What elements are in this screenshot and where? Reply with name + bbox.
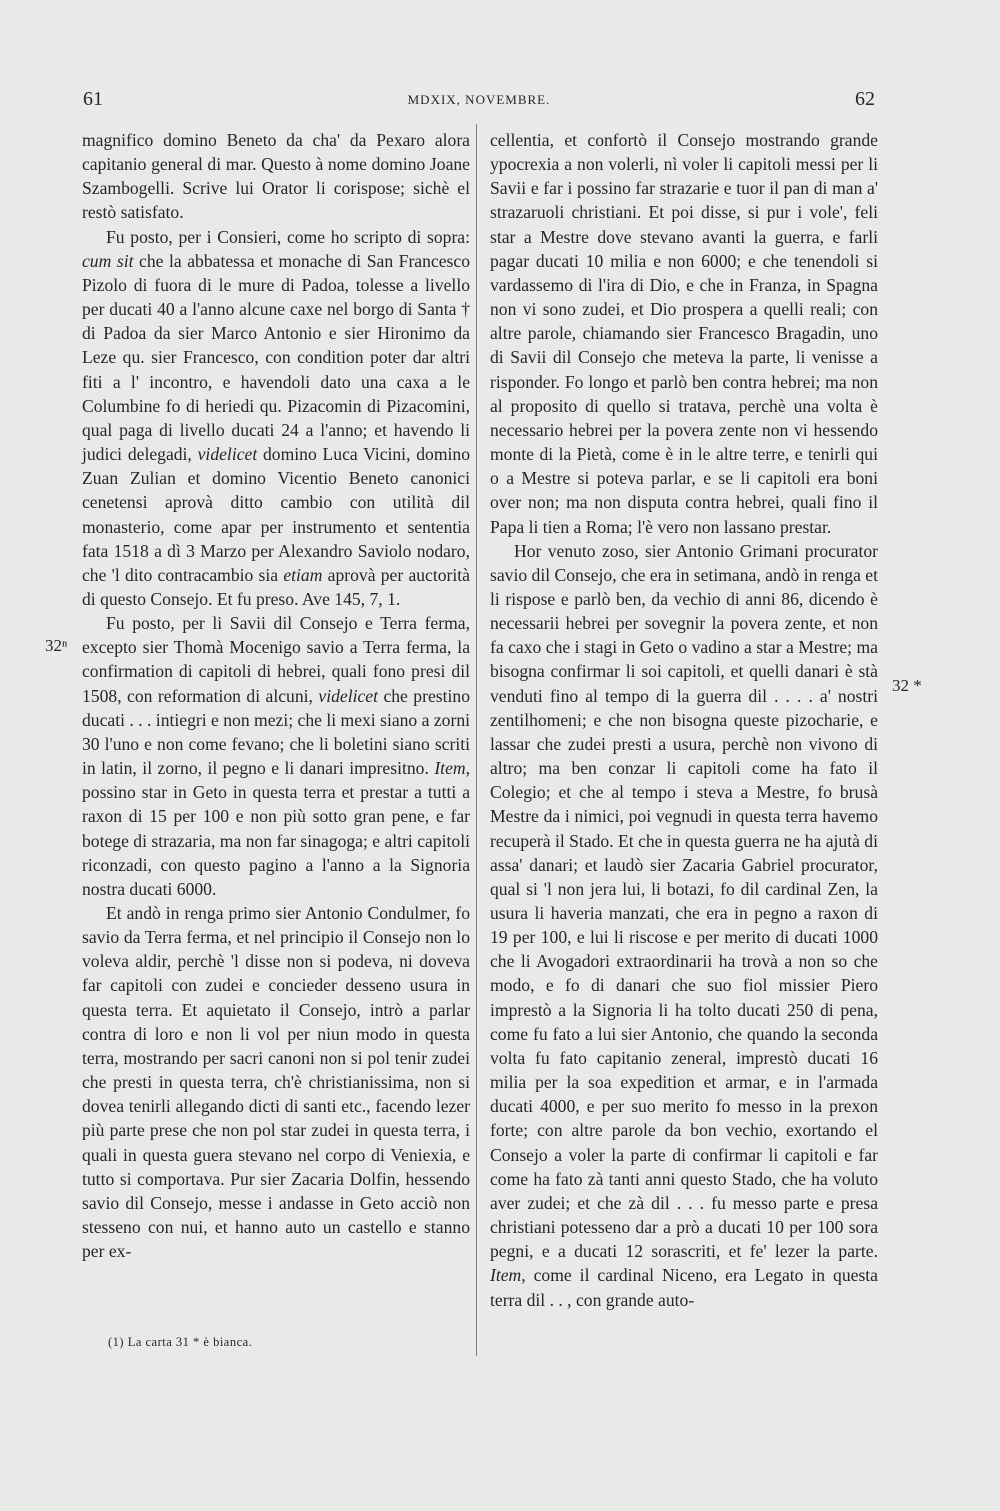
left-column <box>82 128 470 1263</box>
paragraph: Et andò in renga primo sier Antonio Condulmer, fo savio da Terra ferma, et nel principio il Consejo non lo voleva aldir, perchè 'l disse non si podeva, ni doveva far capitoli con zudei e concieder desseno usura in questa terra. Et aquietato il Consejo, intrò a parlar contra di loro e non li vol per niun modo in questa terra, mostrando per sacri canoni non si pol tenir zudei che presti in questa terra, ch'è christianissima, non si dovea tenirli allegando dicti di santi etc., facendo lezer più parte prese che non pol star zudei in questa terra, i quali in questa guera stevano nel corpo di Veniexia, e tutto si comportava. Pur sier Zacaria Dolfin, hessendo savio dil Consejo, messe i andasse in Geto acciò non stesseno con nui, et hanno auto un castello e stanno per ex- <box>82 903 470 1262</box>
page-number-left: 61 <box>83 88 103 110</box>
margin-note-left: 32ⁿ <box>45 636 68 655</box>
paragraph: magnifico domino Beneto da cha' da Pexaro alora capitanio general di mar. Questo à nome domino Joane Szambogelli. Scrive lui Orator li corispose; sichè el restò satisfato. <box>82 130 470 223</box>
paragraph: Fu posto, per li Savii dil Consejo e Terra ferma, excepto sier Thomà Mocenigo savio a Terra ferma, la confirmation di capitoli di hebrei, quali fono presi dil 1508, con reformation di alcuni, videlicet che prestino ducati . . . intiegri e non mezi; che li mexi siano a zorni 30 l'uno e non come fevano; che li boletini siano scriti in latin, il zorno, il pegno e li danari impresitno. Item, possino star in Geto in questa terra et prestar a tutti a raxon di 15 per 100 e non più sotto gran pene, e far botege di strazaria, ma non far sinagoga; e altri capitoli riconzadi, con questo pagino a l'anno a la Signoria nostra ducati 6000. <box>82 613 470 899</box>
running-title: MDXIX, NOVEMBRE. <box>407 92 551 107</box>
paragraph: Fu posto, per i Consieri, come ho scripto di sopra: cum sit che la abbatessa et monache di San Francesco Pizolo di fuora di le mure di Padoa, tolesse a livello per ducati 40 a l'anno alcune caxe nel borgo di Santa † di Padoa da sier Marco Antonio e sier Hironimo da Leze qu. sier Francesco, con condition poter dar altri fiti a l' incontro, e havendoli dato una caxa a le Columbine fo di heriedi qu. Pizacomin di Pizacomini, qual paga di livello ducati 24 a l'anno; et havendo li judici delegadi, videlicet domino Luca Vicini, domino Zuan Zulian et domino Vicentio Beneto canonici cenetensi aprovà ditto cambio con utilità dil monasterio, come apar per instrumento et sententia fata 1518 a dì 3 Marzo per Alexandro Saviolo nodaro, che 'l dito contracambio sia etiam aprovà per auctorità di questo Consejo. Et fu preso. Ave 145, 7, 1. <box>82 226 471 609</box>
column-divider <box>476 124 477 1356</box>
footnote: (1) La carta 31 * è bianca. <box>108 1335 253 1349</box>
page-number-right: 62 <box>855 88 875 110</box>
running-header <box>83 88 875 112</box>
paragraph: Hor venuto zoso, sier Antonio Grimani procurator savio dil Consejo, che era in setimana, andò in renga et li rispose e parlò ben, da vechio di anni 86, dicendo è necessarii hebrei per sovegnir la povera zente, et non fa caxo che i stagi in Geto o vadino a star a Mestre; ma bisogna confirmar li soi capitoli, et quelli danari è stà venduti fino al tempo di la guerra dil . . . . a' nostri zentilhomeni; e che non bisogna queste pizocharie, e lassar che zudei presti a usura, perchè non vivono di altro; ma ben conzar li capitoli come ha fato il Colegio; et che al tempo i steva a Mestre, fo brusà Mestre da i nimici, poi vegnudi in questa terra havemo recuperà il Stado. Et che in questa guerra ne ha ajutà di assa' danari; et laudò sier Zacaria Gabriel procurator, qual si 'l non jera lui, li botazi, fo dil cardinal Zen, la usura li haveria manzati, che era in pegno a raxon di 19 per 100, e lui li riscose e per merito di ducati 1000 che li Avogadori extraordinarii ha trovà a non so che modo, e fo di danari che suo fiol missier Piero imprestò a la Signoria li ha tolto ducati 250 di pena, come fu fato a lui sier Antonio, che quando la seconda volta fu fato capitanio zeneral, imprestò ducati 16 milia per la soa expedition et armar, e in l'armada ducati 4000, e per suo merito fo messo in la prexon forte; con altre parole da bon vechio, exortando el Consejo a voler la parte di confirmar li capitoli e far come ha fato zà tanti anni questo Stado, che ha voluto aver zudei; et che zà dil . . . fu messo parte e presa christiani potesseno dar a prò a ducati 10 per 100 sora pegni, e a ducati 12 sorascriti, et fe' lezer la parte. Item, come il cardinal Niceno, era Legato in questa terra dil . . , con grande auto- <box>490 540 878 1310</box>
right-column <box>490 128 878 1312</box>
paragraph: cellentia, et confortò il Consejo mostrando grande ypocrexia a non volerli, nì voler li capitoli messi per li Savii e far i possino far strazarie e tuor il pan di man a' strazaruoli christiani. Et poi disse, si pur i vole', feli star a Mestre dove stevano avanti la guerra, e farli pagar ducati 10 milia e non 6000; e che tenendoli si vardassemo di l'ira di Dio, e che in Franza, in Spagna non vi sono zudei, et Dio prospera a quelli reali; con altre parole, chiamando sier Francesco Bragadin, uno di Savii dil Consejo che meteva la parte, li venisse a risponder. Fo longo et parlò ben contra hebrei; ma non al proposito di quello si tratava, perchè una volta è necessario hebrei per la povera zente non vi hessendo monte di la Pietà, come è in le altre terre, e tenirli qui o a Mestre si poteva parlar, e se li capitoli era boni over non; ma non disputa contra hebrei, quali fino il Papa li tien a Roma; l'è vero non lassano prestar. <box>490 130 878 537</box>
margin-note-right: 32 * <box>892 676 922 695</box>
